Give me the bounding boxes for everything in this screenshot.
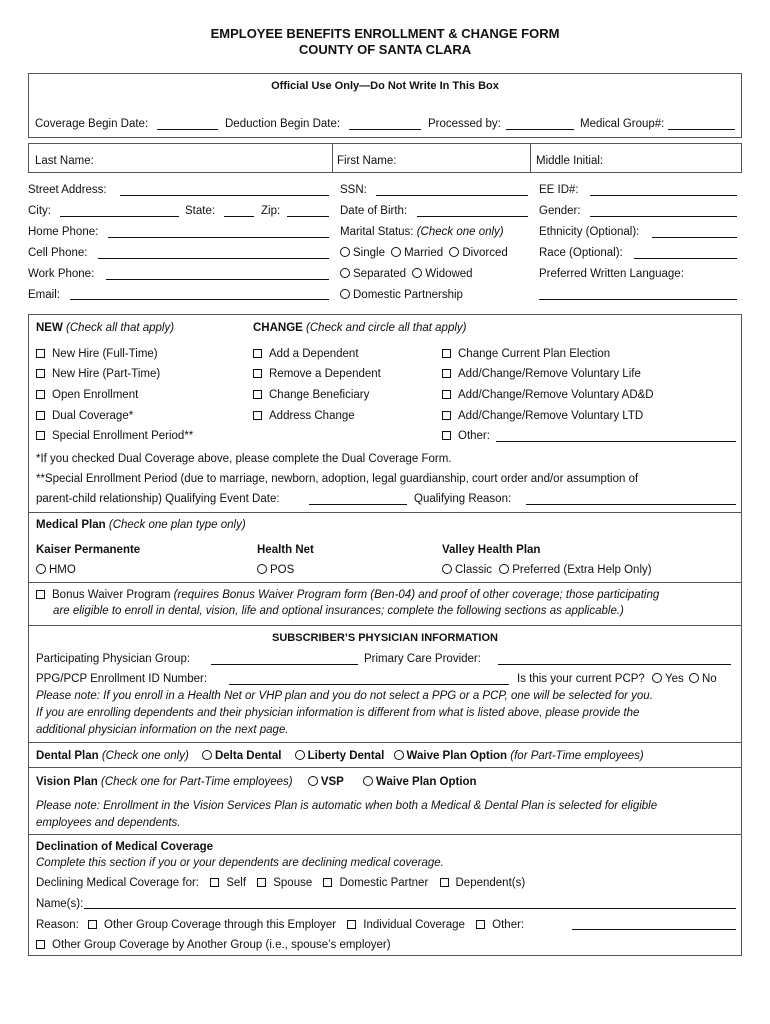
current-pcp-question [517,672,717,686]
checkbox-icon [442,390,451,399]
ethnicity-label: Ethnicity (Optional): [539,226,640,238]
other-employer-checkbox[interactable] [88,919,336,931]
vision-plan-row [36,775,477,789]
qualifying-event-label: parent-child relationship) Qualifying Event Date: [36,493,280,505]
checkbox-icon [253,349,262,358]
bonus-label: Bonus Waiver Program [52,589,171,601]
other-change-field[interactable] [496,441,736,442]
radio-icon [652,673,662,683]
ethnicity-field[interactable] [652,237,737,238]
liberty-label: Liberty Dental [307,750,385,762]
special-enrollment-note: **Special Enrollment Period (due to marriage, newborn, adoption, legal guardianship, court order and/or assumption of [36,473,639,485]
checkbox-label: Special Enrollment Period** [52,430,194,442]
radio-icon [689,673,699,683]
email-label: Email: [28,289,60,301]
qualifying-event-field[interactable] [309,504,407,505]
spouse-checkbox[interactable] [257,877,312,889]
checkbox-icon [442,369,451,378]
valley-heading: Valley Health Plan [442,544,541,556]
cell-phone-field[interactable] [98,258,329,259]
dependents-label: Dependent(s) [455,877,526,889]
pcp-no-radio[interactable] [689,673,717,685]
vision-label: Vision Plan [36,776,98,788]
medical-group-label: Medical Group#: [580,118,665,130]
voluntary-ltd-checkbox[interactable] [442,409,643,423]
marital-status-label [340,225,504,239]
new-label: NEW [36,322,63,334]
street-field[interactable] [120,195,329,196]
checkbox-icon [88,920,97,929]
self-label: Self [226,877,247,889]
preferred-language-field[interactable] [539,299,737,300]
middle-initial-field[interactable]: Middle Initial: [536,155,604,167]
add-dependent-checkbox[interactable] [253,347,359,361]
race-label: Race (Optional): [539,247,623,259]
deduction-begin-label: Deduction Begin Date: [225,118,341,130]
checkbox-label: New Hire (Part-Time) [52,368,161,380]
checkbox-icon [442,431,451,440]
address-change-checkbox[interactable] [253,409,355,423]
race-field[interactable] [634,258,737,259]
checkbox-label: Add/Change/Remove Voluntary LTD [458,410,644,422]
other-employer-label: Other Group Coverage through this Employer [104,919,337,931]
declination-heading: Declination of Medical Coverage [36,841,214,853]
checkbox-icon [36,349,45,358]
coverage-begin-field[interactable] [157,129,218,130]
marital-row-1 [340,246,508,260]
name-divider-1 [332,143,333,173]
processed-by-field[interactable] [506,129,574,130]
checkbox-icon [253,390,262,399]
married-label: Married [404,247,444,259]
checkbox-icon [210,878,219,887]
physician-note-1: Please note: If you enroll in a Health Net or VHP plan and you do not select a PPG or a PCP, one will be selected for you. [36,690,653,702]
kaiser-heading: Kaiser Permanente [36,544,141,556]
state-field[interactable] [224,216,254,217]
checkbox-label: Address Change [269,410,355,422]
voluntary-life-checkbox[interactable] [442,367,641,381]
other-reason-checkbox[interactable] [476,919,524,931]
checkbox-icon [257,878,266,887]
primary-care-field[interactable] [498,664,731,665]
bonus-waiver-checkbox[interactable] [36,588,659,602]
ee-id-label: EE ID#: [539,184,579,196]
marital-hint: (Check one only) [416,226,504,238]
checkbox-label: Add/Change/Remove Voluntary Life [458,368,641,380]
checkbox-icon [323,878,332,887]
domestic-partner-label: Domestic Partner [339,877,429,889]
checkbox-label: New Hire (Full-Time) [52,348,158,360]
declining-label: Declining Medical Coverage for: [36,877,199,889]
change-heading [253,321,466,335]
delta-label: Delta Dental [214,750,282,762]
classic-label: Classic [455,564,493,576]
physician-group-label: Participating Physician Group: [36,653,191,665]
radio-icon [340,268,350,278]
radio-icon [412,268,422,278]
vision-note-1: Please note: Enrollment in the Vision Services Plan is automatic when both a Medical & Dental Plan is selected for eligible [36,800,658,812]
domestic-radio[interactable] [340,288,463,302]
dob-label: Date of Birth: [340,205,408,217]
state-label: State: [185,205,216,217]
dental-waive-hint: (for Part-Time employees) [510,750,644,762]
bonus-text-2: are eligible to enroll in dental, vision, life and optional insurances; complete the following sections as applicable.) [53,605,624,617]
checkbox-label: Change Beneficiary [269,389,370,401]
change-hint: (Check and circle all that apply) [306,322,467,334]
enrollment-id-field[interactable] [229,684,509,685]
no-label: No [702,673,717,685]
preferred-radio[interactable] [499,564,651,576]
cell-phone-label: Cell Phone: [28,247,88,259]
radio-icon [340,247,350,257]
radio-icon [363,776,373,786]
ssn-field[interactable] [376,195,528,196]
widowed-label: Widowed [425,268,473,280]
other-reason-label: Other: [492,919,525,931]
qualifying-reason-label: Qualifying Reason: [414,493,512,505]
domestic-label: Domestic Partnership [353,289,463,301]
divorced-radio[interactable] [449,247,507,259]
hmo-radio[interactable] [36,563,76,577]
liberty-dental-radio[interactable] [295,750,385,762]
preferred-label: Preferred (Extra Help Only) [512,564,652,576]
city-label: City: [28,205,51,217]
pos-label: POS [270,564,295,576]
gender-field[interactable] [590,216,737,217]
coverage-begin-label: Coverage Begin Date: [35,118,149,130]
remove-dependent-checkbox[interactable] [253,367,381,381]
deduction-begin-field[interactable] [349,129,421,130]
checkbox-icon [36,411,45,420]
single-radio[interactable] [340,247,385,259]
physician-note-2: If you are enrolling dependents and their physician information is different from what is listed above, please provide the [36,707,640,719]
name-divider-2 [530,143,531,173]
checkbox-label: Remove a Dependent [269,368,381,380]
vision-hint: (Check one for Part-Time employees) [100,776,293,788]
checkbox-icon [36,390,45,399]
radio-icon [449,247,459,257]
change-label: CHANGE [253,322,303,334]
ssn-label: SSN: [340,184,367,196]
street-label: Street Address: [28,184,107,196]
medical-label: Medical Plan [36,519,106,531]
checkbox-label: Add a Dependent [269,348,359,360]
spouse-label: Spouse [273,877,313,889]
change-plan-checkbox[interactable] [442,347,610,361]
primary-care-label: Primary Care Provider: [364,653,481,665]
physician-heading: SUBSCRIBER’S PHYSICIAN INFORMATION [272,632,498,644]
dental-waive-label: Waive Plan Option [406,750,508,762]
dob-field[interactable] [417,216,528,217]
checkbox-label: Other: [458,430,490,442]
separated-radio[interactable] [340,268,406,280]
divorced-label: Divorced [462,247,508,259]
home-phone-label: Home Phone: [28,226,99,238]
official-use-heading: Official Use Only—Do Not Write In This Box [271,80,499,92]
zip-label: Zip: [261,205,281,217]
individual-checkbox[interactable] [347,919,465,931]
ee-id-field[interactable] [590,195,737,196]
bonus-text-1: (requires Bonus Waiver Program form (Ben-04) and proof of other coverage; those participating [173,589,660,601]
vision-waive-label: Waive Plan Option [376,776,477,788]
radio-icon [295,750,305,760]
city-field[interactable] [60,216,179,217]
checkbox-icon [440,878,449,887]
names-field[interactable] [84,908,736,909]
qualifying-reason-field[interactable] [526,504,736,505]
other-change-checkbox[interactable] [442,429,490,443]
last-name-field[interactable]: Last Name: [35,155,94,167]
other-group-label: Other Group Coverage by Another Group (i.e., spouse’s employer) [52,939,391,951]
checkbox-icon [36,431,45,440]
radio-icon [391,247,401,257]
checkbox-icon [36,590,45,599]
physician-note-3: additional physician information on the next page. [36,724,289,736]
enrollment-id-label: PPG/PCP Enrollment ID Number: [36,673,208,685]
pos-radio[interactable] [257,563,294,577]
checkbox-icon [442,411,451,420]
processed-by-label: Processed by: [428,118,501,130]
divider [28,625,742,626]
new-hire-pt-checkbox[interactable] [36,367,160,381]
change-beneficiary-checkbox[interactable] [253,388,369,402]
checkbox-icon [442,349,451,358]
divider [28,742,742,743]
dependents-checkbox[interactable] [440,877,526,889]
medical-plan-heading [36,518,246,532]
other-group-checkbox[interactable] [36,938,391,952]
names-label: Name(s): [36,898,84,910]
checkbox-icon [476,920,485,929]
individual-label: Individual Coverage [363,919,465,931]
delta-dental-radio[interactable] [202,750,281,762]
new-heading [36,321,174,335]
medical-group-field[interactable] [668,129,735,130]
checkbox-icon [347,920,356,929]
vsp-label: VSP [320,776,344,788]
email-field[interactable] [70,299,329,300]
work-phone-label: Work Phone: [28,268,95,280]
divider [28,582,742,583]
zip-field[interactable] [287,216,329,217]
radio-icon [257,564,267,574]
divider [28,512,742,513]
special-enrollment-checkbox[interactable] [36,429,193,443]
first-name-field[interactable]: First Name: [337,155,397,167]
home-phone-field[interactable] [108,237,329,238]
checkbox-label: Open Enrollment [52,389,139,401]
self-checkbox[interactable] [210,877,246,889]
radio-icon [442,564,452,574]
reason-label: Reason: [36,919,79,931]
checkbox-icon [253,411,262,420]
dual-coverage-checkbox[interactable] [36,409,133,423]
divider [28,767,742,768]
medical-hint: (Check one plan type only) [108,519,246,531]
other-reason-field[interactable] [572,929,736,930]
open-enrollment-checkbox[interactable] [36,388,138,402]
separated-label: Separated [353,268,407,280]
dual-coverage-note: *If you checked Dual Coverage above, please complete the Dual Coverage Form. [36,453,452,465]
radio-icon [499,564,509,574]
reason-row [36,918,524,932]
dental-waive-radio[interactable] [394,750,508,762]
radio-icon [36,564,46,574]
checkbox-icon [36,369,45,378]
radio-icon [202,750,212,760]
voluntary-add-checkbox[interactable] [442,388,654,402]
yes-label: Yes [665,673,684,685]
marital-row-2 [340,267,473,281]
marital-label: Marital Status: [340,226,414,238]
new-hire-ft-checkbox[interactable] [36,347,158,361]
valley-options [442,563,652,577]
new-hint: (Check all that apply) [66,322,175,334]
physician-group-field[interactable] [211,664,358,665]
declination-sub: Complete this section if you or your dependents are declining medical coverage. [36,857,444,869]
married-radio[interactable] [391,247,443,259]
declining-row [36,876,525,890]
dental-plan-row [36,749,644,763]
form-title: EMPLOYEE BENEFITS ENROLLMENT & CHANGE FORM [210,26,560,41]
checkbox-label: Dual Coverage* [52,410,134,422]
work-phone-field[interactable] [106,279,329,280]
dental-label: Dental Plan [36,750,99,762]
classic-radio[interactable] [442,564,492,576]
radio-icon [340,289,350,299]
form-subtitle: COUNTY OF SANTA CLARA [298,42,472,57]
hmo-label: HMO [49,564,76,576]
domestic-partner-checkbox[interactable] [323,877,428,889]
current-pcp-label: Is this your current PCP? [517,673,645,685]
checkbox-icon [36,940,45,949]
radio-icon [308,776,318,786]
widowed-radio[interactable] [412,268,472,280]
dental-hint: (Check one only) [101,750,189,762]
healthnet-heading: Health Net [257,544,314,556]
vsp-radio[interactable] [308,776,344,788]
gender-label: Gender: [539,205,581,217]
vision-waive-radio[interactable] [363,776,477,788]
divider [28,834,742,835]
checkbox-label: Change Current Plan Election [458,348,611,360]
single-label: Single [353,247,385,259]
vision-note-2: employees and dependents. [36,817,181,829]
preferred-language-label: Preferred Written Language: [539,268,684,280]
radio-icon [394,750,404,760]
checkbox-label: Add/Change/Remove Voluntary AD&D [458,389,654,401]
checkbox-icon [253,369,262,378]
pcp-yes-radio[interactable] [652,673,684,685]
